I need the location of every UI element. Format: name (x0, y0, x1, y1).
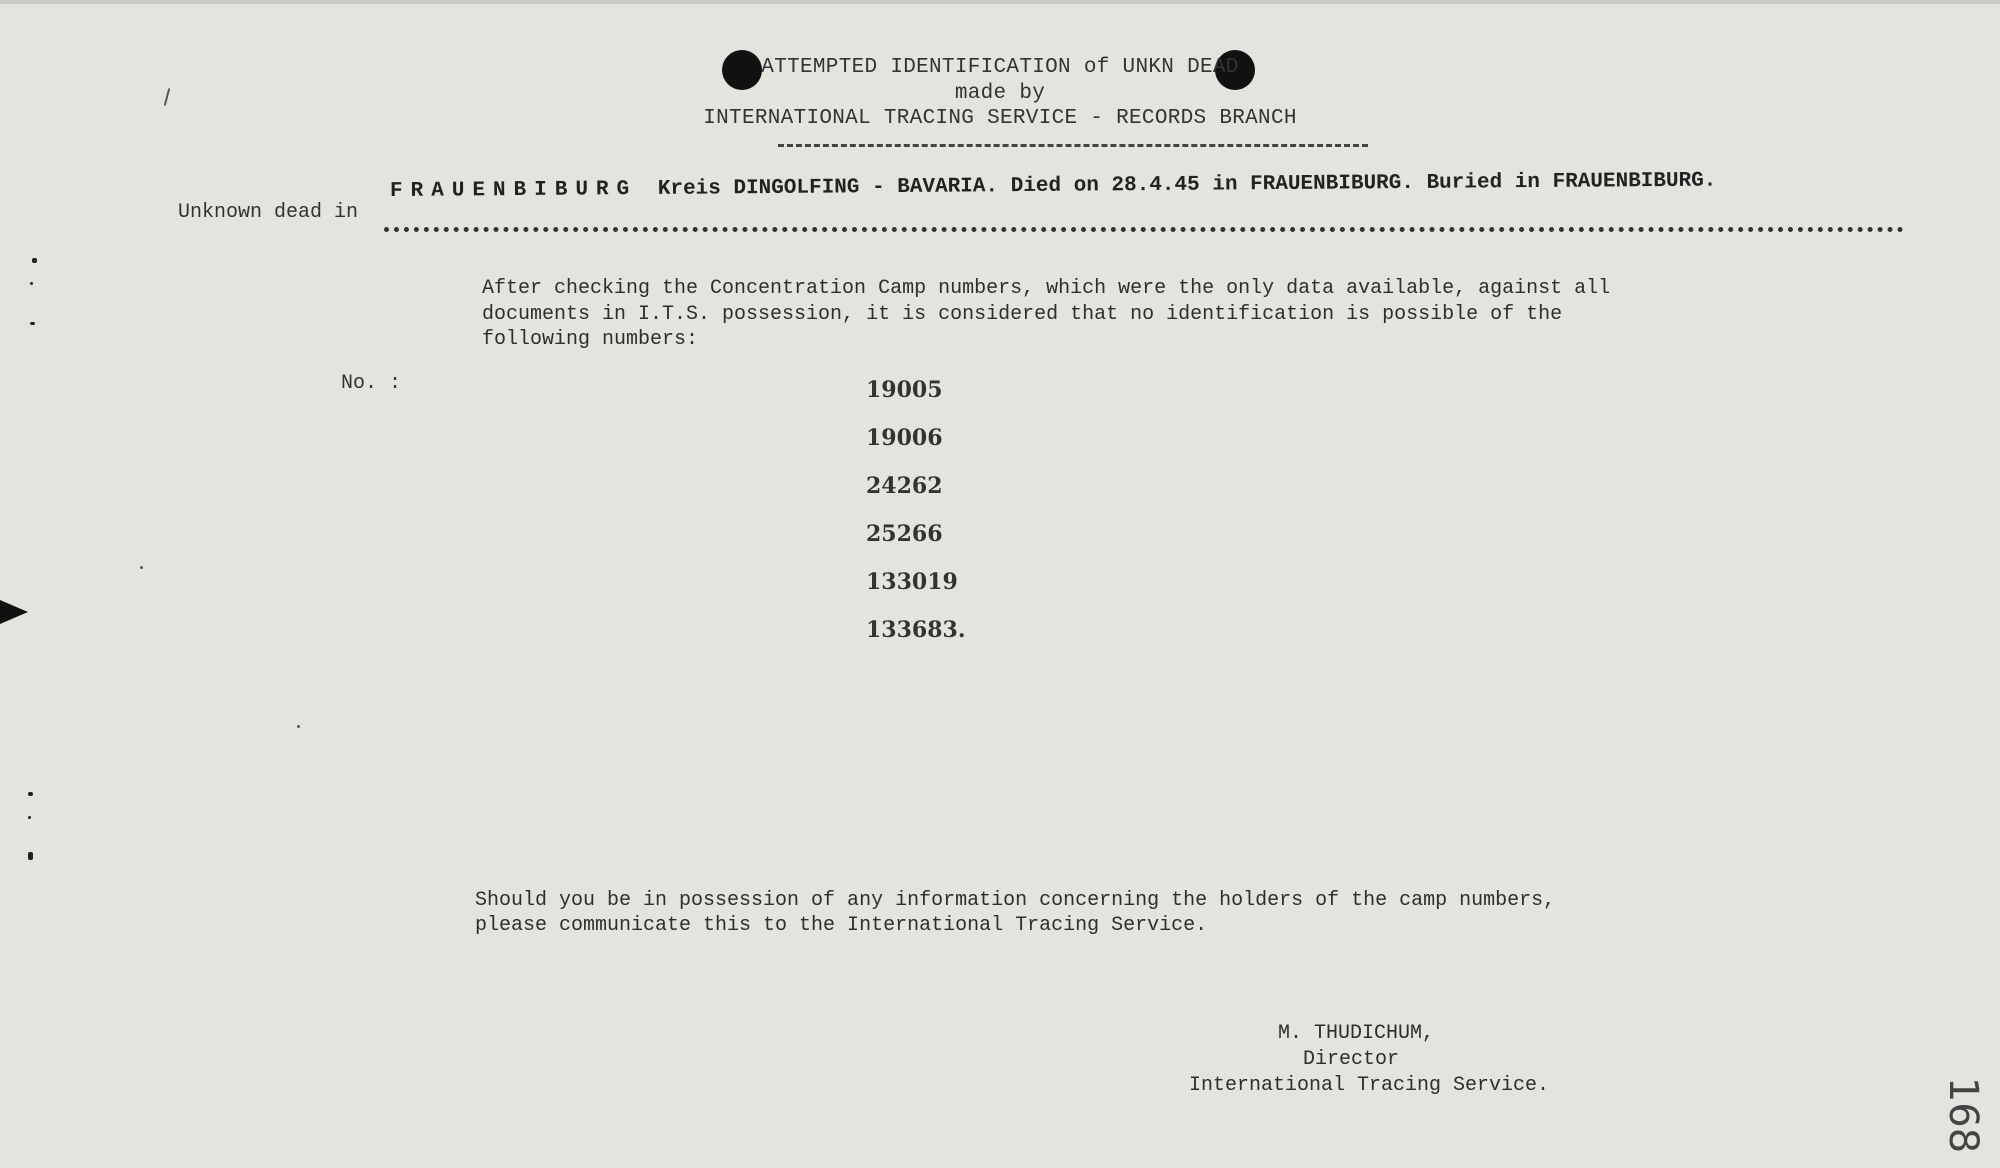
margin-tick (30, 322, 35, 325)
location-line (390, 170, 1717, 203)
branch-line: INTERNATIONAL TRACING SERVICE - RECORDS BRANCH (703, 107, 1297, 130)
margin-tick (32, 258, 37, 263)
camp-number: 25266 (866, 521, 943, 547)
paper-edge (0, 0, 2000, 4)
camp-number: 133019 (866, 569, 958, 595)
request-line-2: please communicate this to the International Tracing Service. (475, 914, 1208, 937)
camp-number: 24262 (866, 473, 943, 499)
intro-line-2: documents in I.T.S. possession, it is considered that no identification is possible of the (482, 303, 1563, 326)
paper-speck (140, 566, 143, 569)
number-label: No. : (341, 372, 402, 395)
margin-tick (28, 792, 33, 796)
margin-tick (28, 852, 33, 860)
made-by-line: made by (954, 82, 1046, 105)
margin-tick (30, 282, 33, 285)
document-title: ATTEMPTED IDENTIFICATION of UNKN DEAD (761, 56, 1239, 79)
request-line-1: Should you be in possession of any information concerning the holders of the camp numbers, (475, 889, 1556, 912)
dotted-rule (384, 227, 1904, 232)
margin-tick (28, 816, 31, 819)
camp-number: 19006 (866, 425, 943, 451)
margin-arrow-tab (0, 600, 28, 624)
intro-line-3: following numbers: (482, 328, 699, 351)
intro-line-1: After checking the Concentration Camp numbers, which were the only data available, against all (482, 277, 1611, 300)
header-rule (778, 144, 1368, 147)
signatory-name: M. THUDICHUM, (1278, 1022, 1435, 1045)
archive-page-number: 168 (1940, 1076, 1987, 1154)
signatory-organization: International Tracing Service. (1189, 1074, 1550, 1097)
unknown-dead-label: Unknown dead in (178, 201, 359, 224)
location-details: Kreis DINGOLFING - BAVARIA. Died on 28.4.45 in FRAUENBIBURG. Buried in FRAUENBIBURG. (657, 169, 1717, 201)
signatory-title: Director (1303, 1048, 1400, 1071)
camp-number: 133683. (866, 617, 966, 643)
camp-number: 19005 (866, 377, 943, 403)
paper-speck (297, 725, 300, 728)
place-name: FRAUENBIBURG (389, 178, 638, 203)
